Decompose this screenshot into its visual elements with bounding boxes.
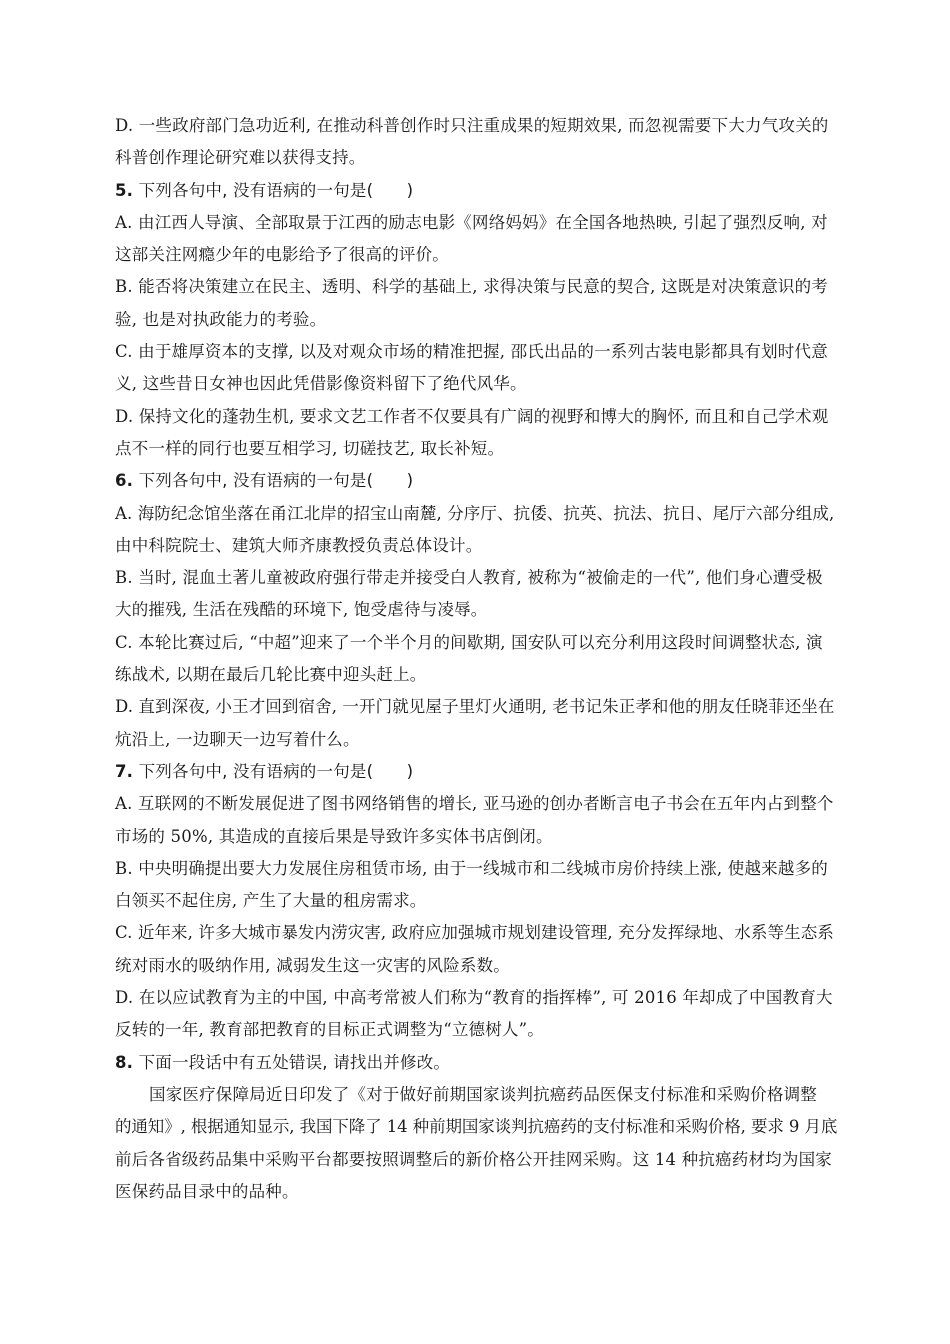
option-b-line: 白领买不起住房, 产生了大量的租房需求。: [115, 891, 427, 911]
passage-line: 国家医疗保障局近日印发了《对于做好前期国家谈判抗癌药品医保支付标准和采购价格调整: [149, 1084, 817, 1104]
question-text: 下列各句中, 没有语病的一句是( ): [133, 180, 414, 200]
option-a-line: A. 由江西人导演、全部取景于江西的励志电影《网络妈妈》在全国各地热映, 引起了强烈反响, 对: [115, 212, 828, 232]
option-c-line: C. 近年来, 许多大城市暴发内涝灾害, 政府应加强城市规划建设管理, 充分发挥绿地、水系等生态系: [115, 923, 834, 943]
question-stem: [115, 175, 837, 207]
option-a-line: 这部关注网瘾少年的电影给予了很高的评价。: [115, 245, 449, 265]
option-d-line: 点不一样的同行也要互相学习, 切磋技艺, 取长补短。: [115, 438, 505, 458]
passage-line: 的通知》, 根据通知显示, 我国下降了 14 种前期国家谈判抗癌药的支付标准和采购价格, 要求 9 月底: [115, 1117, 838, 1137]
option-d-line: D. 保持文化的蓬勃生机, 要求文艺工作者不仅要具有广阔的视野和博大的胸怀, 而且和自己学术观: [115, 406, 829, 426]
question-5: [115, 175, 837, 466]
document-page: [115, 110, 837, 1208]
question-text: 下列各句中, 没有语病的一句是( ): [133, 761, 414, 781]
question-4-option-d: [115, 110, 837, 175]
question-number: 5.: [115, 180, 134, 200]
question-stem: [115, 756, 837, 788]
option-d-line: 反转的一年, 教育部把教育的目标正式调整为“立德树人”。: [115, 1020, 544, 1040]
option-c-line: C. 由于雄厚资本的支撑, 以及对观众市场的精准把握, 邵氏出品的一系列古装电影都具有划时代意: [115, 342, 828, 362]
question-number: 8.: [115, 1052, 134, 1072]
question-text: 下列各句中, 没有语病的一句是( ): [133, 471, 414, 491]
option-c-line: 义, 这些昔日女神也因此凭借影像资料留下了绝代风华。: [115, 374, 527, 394]
text-line: 科普创作理论研究难以获得支持。: [115, 148, 366, 168]
option-d-line: D. 在以应试教育为主的中国, 中高考常被人们称为“教育的指挥棒”, 可 2016 年却成了中国教育大: [115, 988, 833, 1008]
text-line: D. 一些政府部门急功近利, 在推动科普创作时只注重成果的短期效果, 而忽视需要下大力气攻关的: [115, 116, 829, 135]
option-b-line: B. 能否将决策建立在民主、透明、科学的基础上, 求得决策与民意的契合, 这既是对决策意识的考: [115, 277, 828, 297]
option-a-line: A. 互联网的不断发展促进了图书网络销售的增长, 亚马逊的创办者断言电子书会在五年内占到整个: [115, 794, 834, 814]
option-c-line: 练战术, 以期在最后几轮比赛中迎头赶上。: [115, 665, 427, 685]
passage-line: 前后各省级药品集中采购平台都要按照调整后的新价格公开挂网采购。这 14 种抗癌药材均为国家: [115, 1149, 832, 1169]
question-number: 7.: [115, 761, 134, 781]
option-a-line: A. 海防纪念馆坐落在甬江北岸的招宝山南麓, 分序厅、抗倭、抗英、抗法、抗日、尾厅六部分组成,: [115, 503, 835, 523]
option-d-line: D. 直到深夜, 小王才回到宿舍, 一开门就见屋子里灯火通明, 老书记朱正孝和他的朋友任晓菲还坐在: [115, 697, 835, 717]
option-c-line: 统对雨水的吸纳作用, 减弱发生这一灾害的风险系数。: [115, 955, 510, 975]
question-stem: [115, 1047, 837, 1079]
question-text: 下面一段话中有五处错误, 请找出并修改。: [133, 1052, 451, 1072]
option-d-line: 炕沿上, 一边聊天一边写着什么。: [115, 729, 360, 749]
option-a-line: 由中科院院士、建筑大师齐康教授负责总体设计。: [115, 535, 483, 555]
option-a-line: 市场的 50%, 其造成的直接后果是导致许多实体书店倒闭。: [115, 826, 553, 846]
question-number: 6.: [115, 471, 134, 491]
option-b-line: 验, 也是对执政能力的考验。: [115, 309, 327, 329]
passage-line: 医保药品目录中的品种。: [115, 1181, 299, 1201]
question-6: [115, 465, 837, 756]
option-b-line: B. 中央明确提出要大力发展住房租赁市场, 由于一线城市和二线城市房价持续上涨, 使越来越多的: [115, 858, 828, 878]
question-7: [115, 756, 837, 1047]
question-stem: [115, 465, 837, 497]
question-8: [115, 1047, 837, 1208]
option-c-line: C. 本轮比赛过后, “中超”迎来了一个半个月的间歇期, 国安队可以充分利用这段时间调整状态, 演: [115, 632, 823, 652]
option-b-line: 大的摧残, 生活在残酷的环境下, 饱受虐待与凌辱。: [115, 600, 488, 620]
option-b-line: B. 当时, 混血土著儿童被政府强行带走并接受白人教育, 被称为“被偷走的一代”, 他们身心遭受极: [115, 568, 823, 588]
